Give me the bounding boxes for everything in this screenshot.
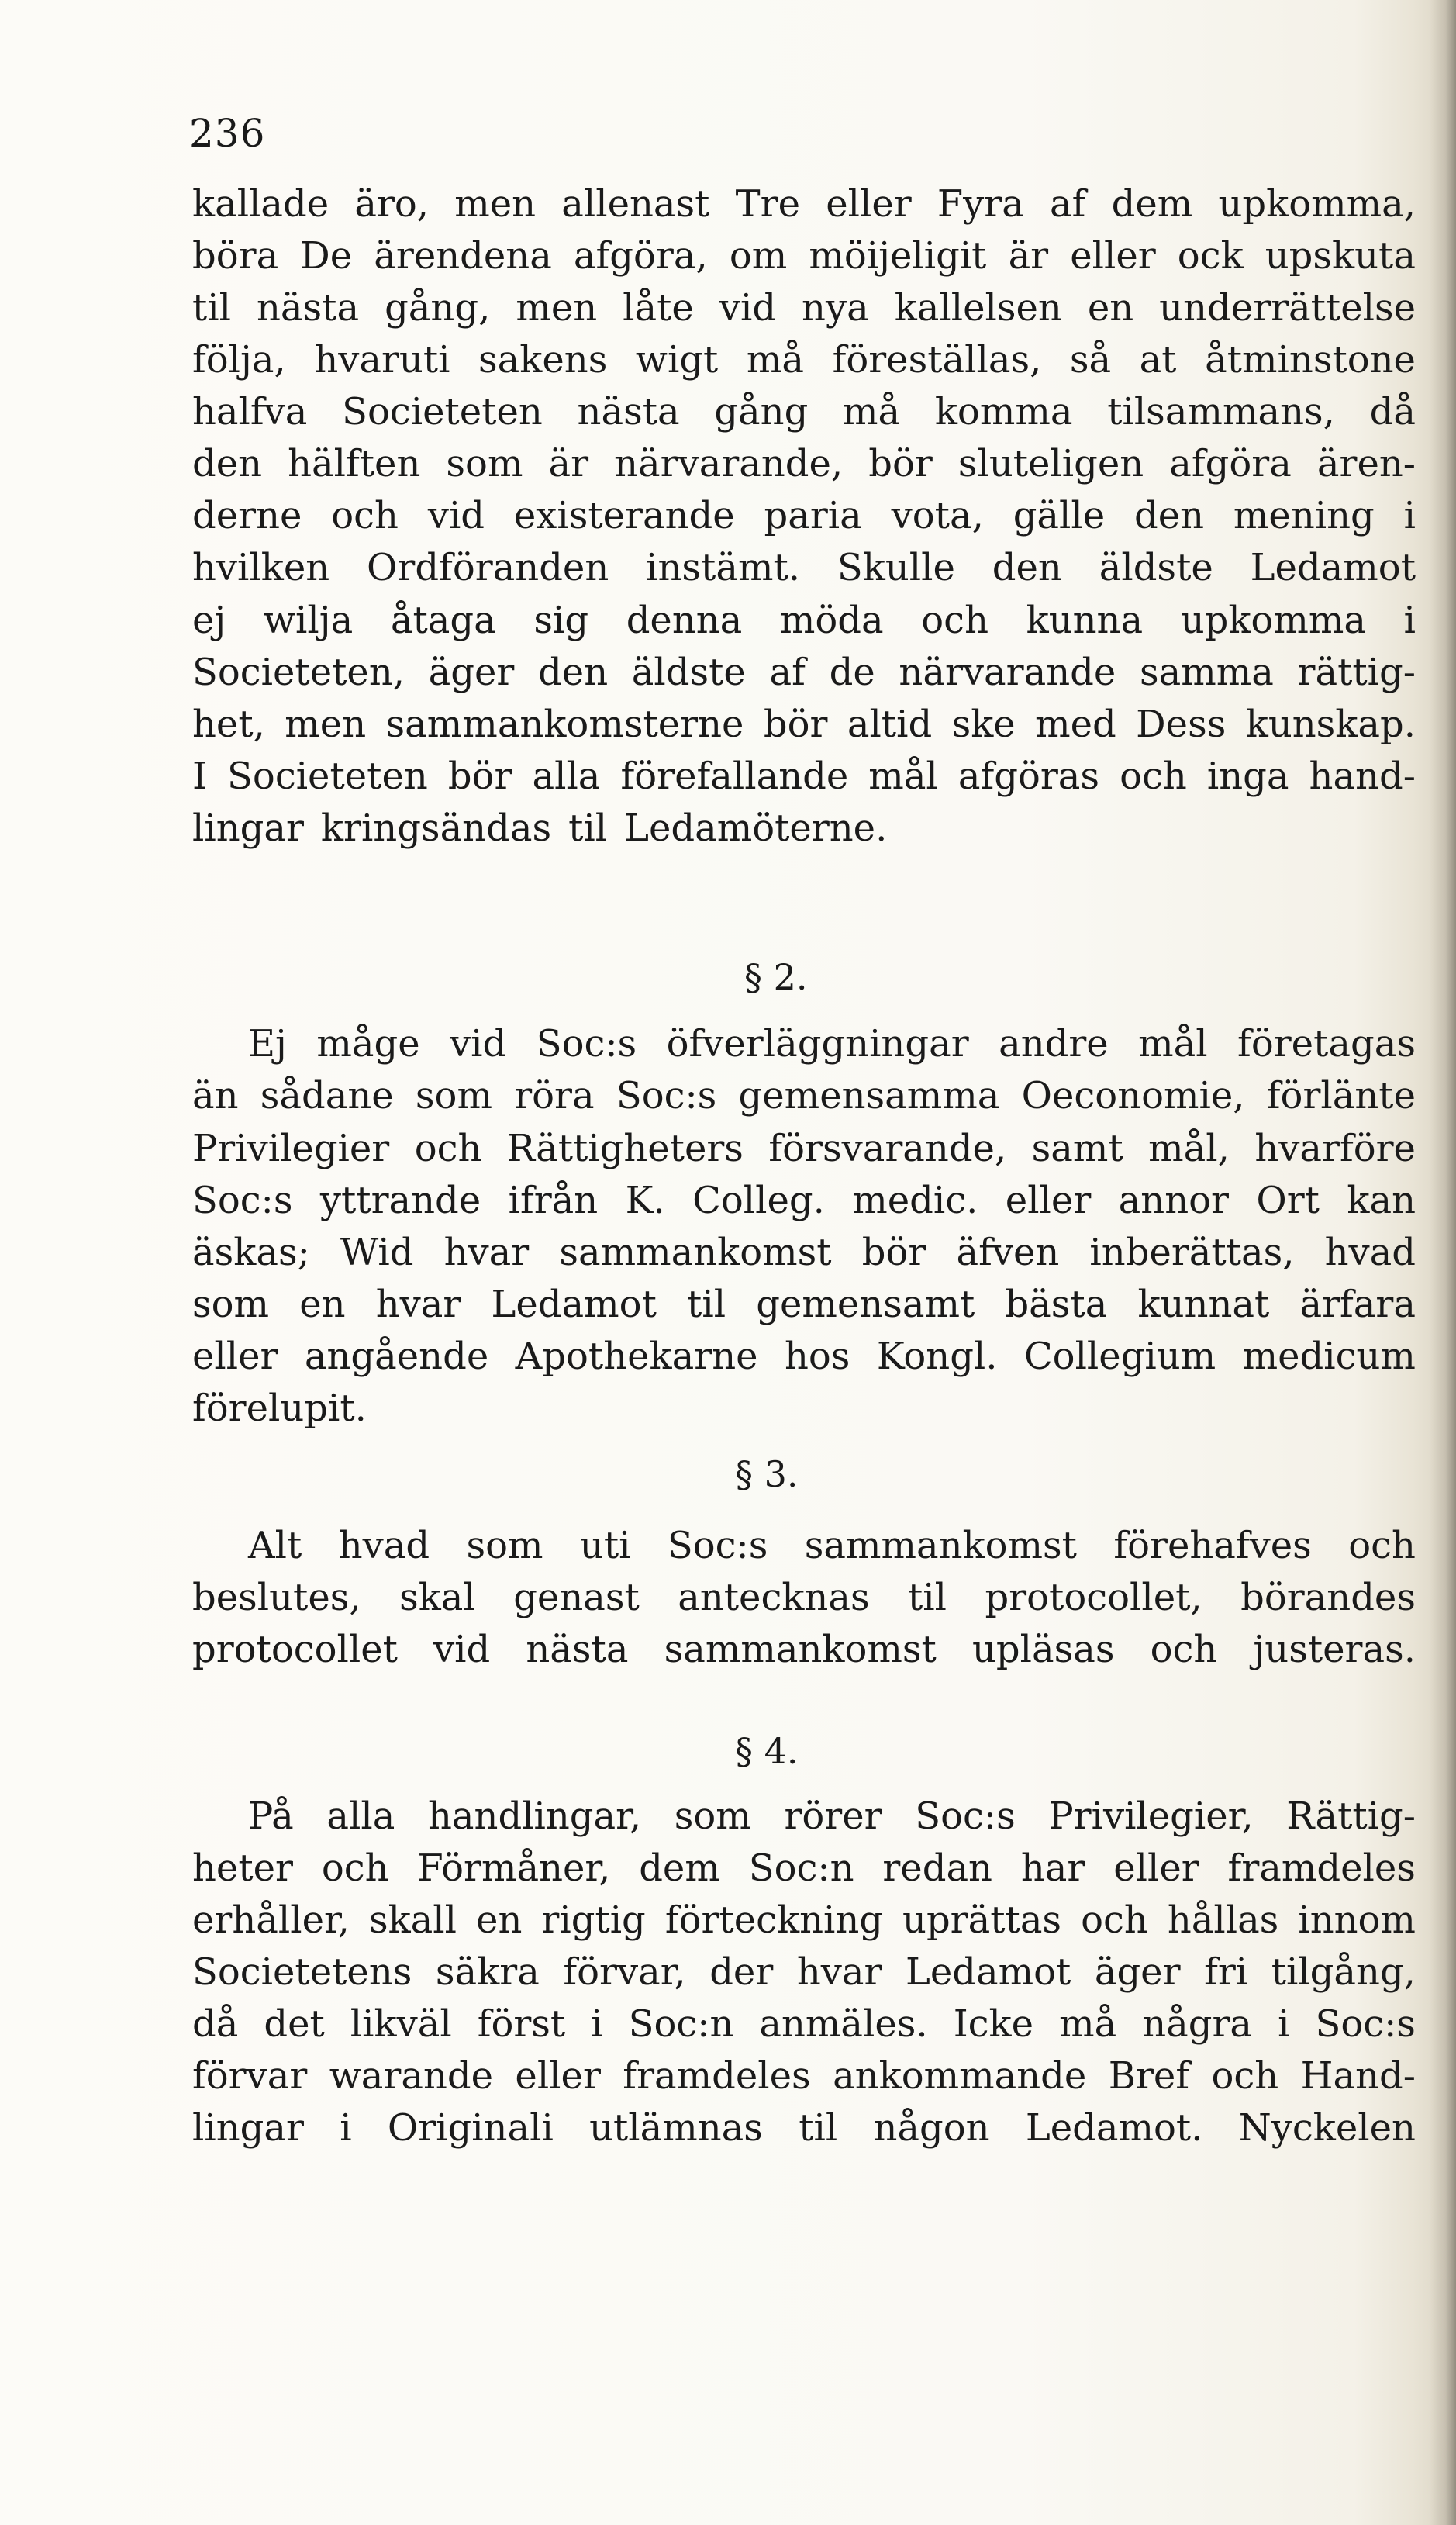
section-heading: § 4. (735, 1730, 799, 1772)
text-line: lingar i Originali utlämnas til någon Ledamot. Nyckelen (192, 2106, 1416, 2150)
text-line: til nästa gång, men låte vid nya kallelsen en underrättelse (192, 286, 1416, 330)
text-line: derne och vid existerande paria vota, gälle den mening i (192, 494, 1416, 537)
section-heading: § 2. (744, 956, 808, 998)
text-line: Societeten, äger den äldste af de närvarande samma rättig- (192, 651, 1416, 694)
text-line: På alla handlingar, som rörer Soc:s Privilegier, Rättig- (248, 1794, 1416, 1838)
text-line: kallade äro, men allenast Tre eller Fyra af dem upkomma, (192, 182, 1416, 226)
text-line: heter och Förmåner, dem Soc:n redan har eller framdeles (192, 1846, 1416, 1890)
text-line: böra De ärendena afgöra, om möijeligit är eller ock upskuta (192, 234, 1416, 278)
page-number: 236 (189, 111, 266, 156)
text-line: förelupit. (192, 1387, 367, 1430)
text-line: Soc:s yttrande ifrån K. Colleg. medic. eller annor Ort kan (192, 1179, 1416, 1222)
section-heading: § 3. (735, 1453, 799, 1495)
text-line: Ej måge vid Soc:s öfverläggningar andre mål företagas (248, 1022, 1416, 1066)
text-line: I Societeten bör alla förefallande mål afgöras och inga hand- (192, 755, 1416, 798)
text-line: äskas; Wid hvar sammankomst bör äfven inberättas, hvad (192, 1231, 1416, 1274)
text-line: hvilken Ordföranden instämt. Skulle den äldste Ledamot (192, 546, 1416, 589)
text-line: Alt hvad som uti Soc:s sammankomst förehafves och (248, 1524, 1416, 1567)
text-line: följa, hvaruti sakens wigt må föreställas, så at åtminstone (192, 338, 1416, 382)
text-line: som en hvar Ledamot til gemensamt bästa kunnat ärfara (192, 1283, 1416, 1326)
page-edge-shadow (1430, 0, 1456, 2525)
text-line: Privilegier och Rättigheters försvarande, samt mål, hvarföre (192, 1127, 1416, 1170)
text-line: förvar warande eller framdeles ankommande Bref och Hand- (192, 2054, 1416, 2098)
text-line: erhåller, skall en rigtig förteckning uprättas och hållas innom (192, 1898, 1416, 1942)
text-line: beslutes, skal genast antecknas til protocollet, börandes (192, 1576, 1416, 1619)
text-line: då det likväl först i Soc:n anmäles. Icke må några i Soc:s (192, 2002, 1416, 2046)
text-line: ej wilja åtaga sig denna möda och kunna upkomma i (192, 599, 1416, 642)
text-line: Societetens säkra förvar, der hvar Ledamot äger fri tilgång, (192, 1950, 1416, 1994)
text-line: het, men sammankomsterne bör altid ske med Dess kunskap. (192, 703, 1416, 746)
text-line: den hälften som är närvarande, bör sluteligen afgöra ären- (192, 442, 1416, 485)
text-line: protocollet vid nästa sammankomst upläsas och justeras. (192, 1628, 1416, 1671)
text-line: eller angående Apothekarne hos Kongl. Collegium medicum (192, 1335, 1416, 1378)
text-line: halfva Societeten nästa gång må komma tilsammans, då (192, 390, 1416, 433)
text-line: än sådane som röra Soc:s gemensamma Oeconomie, förlänte (192, 1074, 1416, 1117)
text-line: lingar kringsändas til Ledamöterne. (192, 807, 888, 850)
